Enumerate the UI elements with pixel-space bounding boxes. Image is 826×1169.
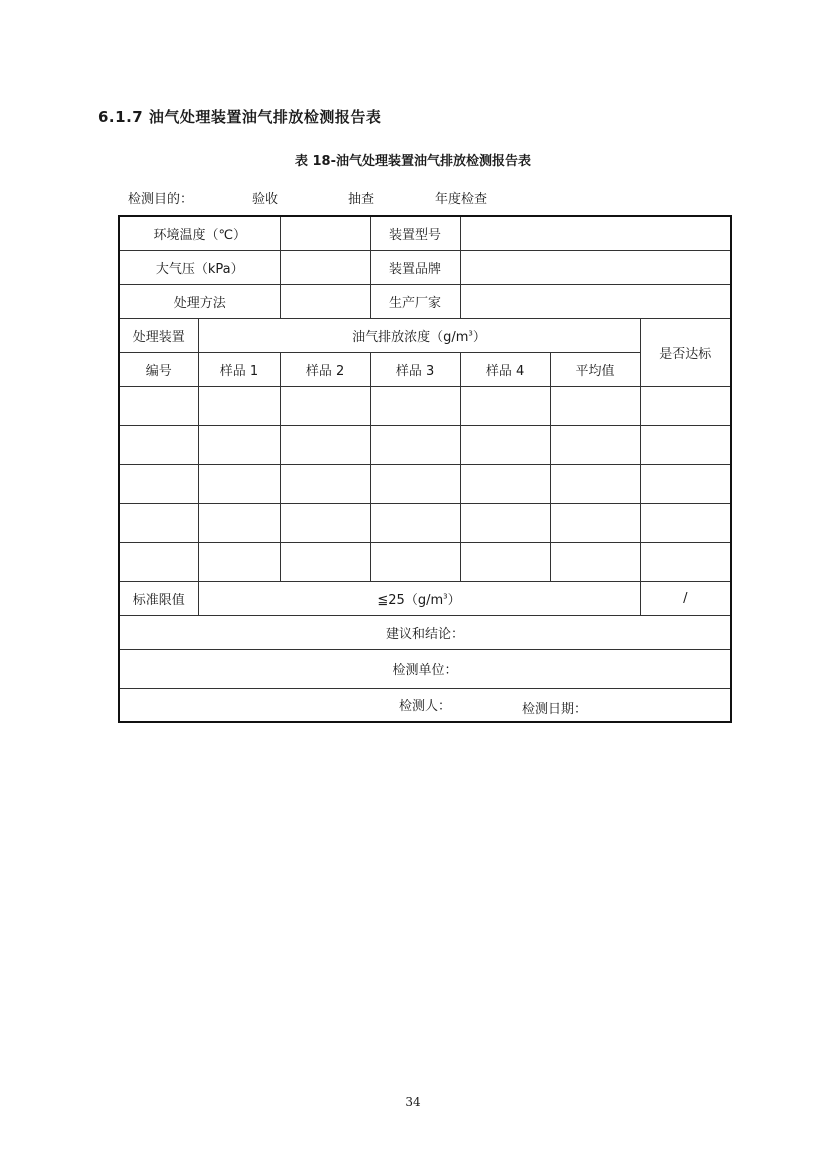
method-value[interactable] [280,284,370,318]
data-cell[interactable] [550,425,640,464]
pressure-label: 大气压（kPa） [119,250,280,284]
concentration-header: 油气排放浓度$(g/m^3)$ [198,318,640,352]
data-cell[interactable] [280,503,370,542]
data-cell[interactable] [460,542,550,581]
compliance-header: 是否达标 [640,318,731,386]
standard-limit-compliance: / [640,581,731,615]
inspector-cell[interactable] [119,688,731,722]
data-cell[interactable] [370,425,460,464]
table-row [119,425,731,464]
inspection-unit-label[interactable]: 检测单位： [119,649,731,688]
data-cell[interactable] [198,542,280,581]
report-table [118,215,732,723]
data-cell[interactable] [370,386,460,425]
purpose-option-annual: 年度检查 [435,192,488,207]
temperature-label: 环境温度（℃） [119,216,280,250]
data-cell[interactable] [460,503,550,542]
standard-limit-label: 标准限值 [119,581,198,615]
data-cell[interactable] [198,464,280,503]
sample-3-header: 样品 3 [370,352,460,386]
sample-columns-row [119,352,731,386]
data-cell[interactable] [119,542,198,581]
advice-row [119,615,731,649]
data-cell[interactable] [119,386,198,425]
data-cell[interactable] [640,503,731,542]
sample-1-header: 样品 1 [198,352,280,386]
data-cell[interactable] [119,503,198,542]
standard-limit-value: $≦25(g/m^3)$ [198,581,640,615]
table-row [119,386,731,425]
data-cell[interactable] [198,503,280,542]
device-model-value[interactable] [460,216,731,250]
data-cell[interactable] [550,464,640,503]
inspection-unit-row [119,649,731,688]
data-cell[interactable] [460,425,550,464]
inspection-date-label: 检测日期： [522,701,588,717]
data-cell[interactable] [119,425,198,464]
data-cell[interactable] [280,464,370,503]
standard-limit-row [119,581,731,615]
table-caption: 表 18-油气处理装置油气排放检测报告表 [294,154,531,169]
data-cell[interactable] [550,503,640,542]
device-brand-value[interactable] [460,250,731,284]
data-cell[interactable] [280,386,370,425]
data-cell[interactable] [640,464,731,503]
pressure-value[interactable] [280,250,370,284]
inspector-row [119,688,731,722]
data-cell[interactable] [640,542,731,581]
data-cell[interactable] [198,425,280,464]
sample-4-header: 样品 4 [460,352,550,386]
data-cell[interactable] [460,464,550,503]
section-heading: 6.1.7 油气处理装置油气排放检测报告表 [98,108,382,126]
data-cell[interactable] [370,503,460,542]
average-header: 平均值 [550,352,640,386]
device-number-header-line2: 编号 [119,352,198,386]
page-number: 34 [405,1095,421,1109]
device-model-label: 装置型号 [370,216,460,250]
manufacturer-value[interactable] [460,284,731,318]
data-cell[interactable] [640,386,731,425]
data-cell[interactable] [550,386,640,425]
purpose-option-acceptance: 验收 [252,192,279,207]
data-cell[interactable] [198,386,280,425]
info-row-method [119,284,731,318]
inspector-label: 检测人： [399,699,452,715]
data-cell[interactable] [370,542,460,581]
temperature-value[interactable] [280,216,370,250]
device-brand-label: 装置品牌 [370,250,460,284]
info-row-temperature [119,216,731,250]
info-row-pressure [119,250,731,284]
data-cell[interactable] [280,542,370,581]
table-row [119,503,731,542]
data-cell[interactable] [370,464,460,503]
data-cell[interactable] [119,464,198,503]
table-row [119,542,731,581]
method-label: 处理方法 [119,284,280,318]
table-row [119,464,731,503]
purpose-option-spot-check: 抽查 [348,192,375,207]
data-cell[interactable] [460,386,550,425]
sample-2-header: 样品 2 [280,352,370,386]
data-cell[interactable] [280,425,370,464]
data-cell[interactable] [640,425,731,464]
purpose-label: 检测目的： [128,192,194,207]
sample-header-row [119,318,731,352]
manufacturer-label: 生产厂家 [370,284,460,318]
device-number-header-line1: 处理装置 [119,318,198,352]
data-cell[interactable] [550,542,640,581]
advice-label[interactable]: 建议和结论： [119,615,731,649]
